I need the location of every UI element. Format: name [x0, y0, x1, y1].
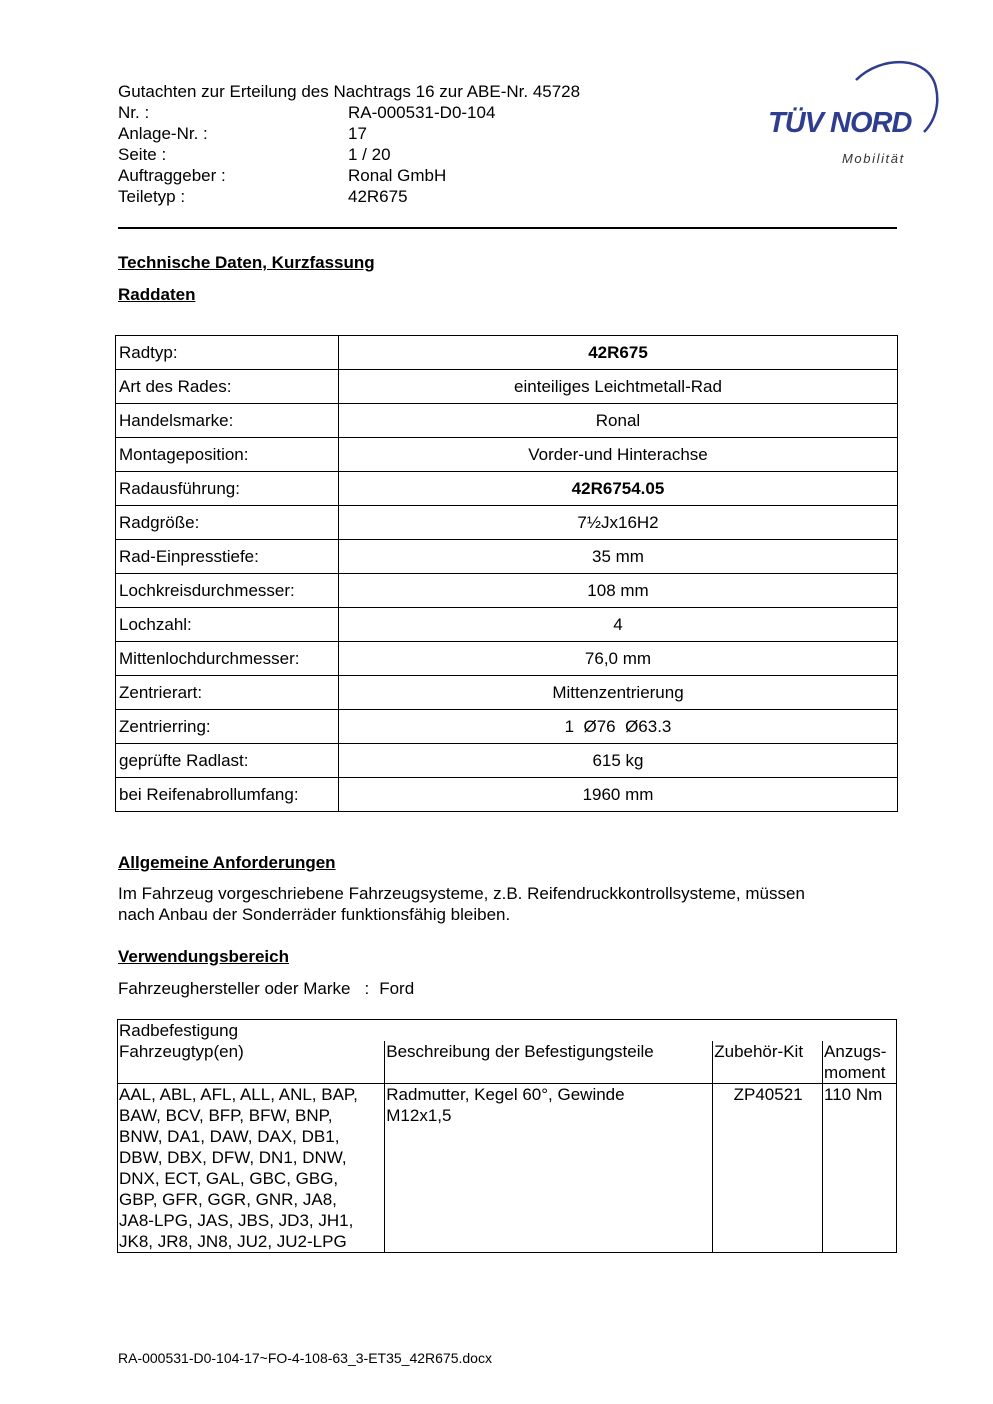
- table-title: Radbefestigung: [118, 1020, 897, 1042]
- vehicle-types-line: JA8-LPG, JAS, JBS, JD3, JH1,: [119, 1211, 354, 1230]
- header-torque-line-1: Anzugs-: [824, 1042, 887, 1061]
- table-row: [116, 778, 898, 812]
- table-header-row: [118, 1041, 897, 1084]
- vehicle-types-line: AAL, ABL, AFL, ALL, ANL, BAP,: [119, 1085, 358, 1104]
- table-row: [116, 472, 898, 506]
- vehicle-types-line: JK8, JR8, JN8, JU2, JU2-LPG: [119, 1232, 347, 1251]
- vehicle-types-line: DNX, ECT, GAL, GBC, GBG,: [119, 1169, 339, 1188]
- row-label: bei Reifenabrollumfang:: [116, 778, 339, 812]
- row-label: Radgröße:: [116, 506, 339, 540]
- field-label: Seite :: [118, 145, 167, 164]
- vehicle-types-cell: [118, 1084, 385, 1253]
- field-value: 42R675: [348, 187, 408, 206]
- row-label: Lochzahl:: [116, 608, 339, 642]
- row-label: Mittenlochdurchmesser:: [116, 642, 339, 676]
- report-title: Gutachten zur Erteilung des Nachtrags 16 zur ABE-Nr. 45728: [118, 82, 581, 101]
- vehicle-types-line: DBW, DBX, DFW, DN1, DNW,: [119, 1148, 347, 1167]
- footer-filename: RA-000531-D0-104-17~FO-4-108-63_3-ET35_42R675.docx: [118, 1350, 492, 1366]
- section-heading-usage: Verwendungsbereich: [118, 947, 289, 966]
- field-value: 17: [348, 124, 367, 143]
- vehicle-types-line: BAW, BCV, BFP, BFW, BNP,: [119, 1106, 333, 1125]
- general-text-line-1: Im Fahrzeug vorgeschriebene Fahrzeugsysteme, z.B. Reifendruckkontrollsysteme, müssen: [118, 884, 805, 903]
- row-value: Mittenzentrierung: [339, 676, 898, 710]
- field-value: Ronal GmbH: [348, 166, 447, 185]
- table-row: [116, 540, 898, 574]
- section-heading-tech: Technische Daten, Kurzfassung: [118, 253, 375, 272]
- row-value: 4: [339, 608, 898, 642]
- wheel-fastening-table: [117, 1019, 897, 1253]
- row-value: 42R6754.05: [339, 472, 898, 506]
- row-label: Handelsmarke:: [116, 404, 339, 438]
- section-heading-general: Allgemeine Anforderungen: [118, 853, 336, 872]
- tuv-nord-logo: [764, 58, 940, 170]
- header-divider: [118, 227, 897, 229]
- header-fields: [118, 102, 495, 207]
- table-row: [116, 438, 898, 472]
- row-value: einteiliges Leichtmetall-Rad: [339, 370, 898, 404]
- table-row: [116, 608, 898, 642]
- table-row: [116, 744, 898, 778]
- row-value: 1 Ø76 Ø63.3: [339, 710, 898, 744]
- description-cell: [385, 1084, 713, 1253]
- manufacturer-line: [118, 978, 898, 999]
- row-label: Lochkreisdurchmesser:: [116, 574, 339, 608]
- row-value: Ronal: [339, 404, 898, 438]
- header-field-anlage: [118, 123, 495, 144]
- row-value: 1960 mm: [339, 778, 898, 812]
- field-value: RA-000531-D0-104: [348, 103, 496, 122]
- field-value: 1 / 20: [348, 145, 391, 164]
- table-row: [116, 676, 898, 710]
- header-field-auftraggeber: [118, 165, 495, 186]
- row-label: Art des Rades:: [116, 370, 339, 404]
- row-label: Rad-Einpresstiefe:: [116, 540, 339, 574]
- row-label: Radausführung:: [116, 472, 339, 506]
- row-value: 7½Jx16H2: [339, 506, 898, 540]
- header-field-seite: [118, 144, 495, 165]
- header-description: Beschreibung der Befestigungsteile: [385, 1041, 713, 1084]
- table-row: [116, 404, 898, 438]
- vehicle-types-line: BNW, DA1, DAW, DAX, DB1,: [119, 1127, 340, 1146]
- table-row: [116, 506, 898, 540]
- header-torque: [823, 1041, 897, 1084]
- table-row: [116, 574, 898, 608]
- row-value: 76,0 mm: [339, 642, 898, 676]
- table-row: [118, 1084, 897, 1253]
- field-label: Anlage-Nr. :: [118, 124, 208, 143]
- field-label: Auftraggeber :: [118, 166, 226, 185]
- header-accessory-kit: Zubehör-Kit: [713, 1041, 823, 1084]
- row-value: Vorder-und Hinterachse: [339, 438, 898, 472]
- table-row: [116, 370, 898, 404]
- table-row: [116, 336, 898, 370]
- header-field-nr: [118, 102, 495, 123]
- logo-subtitle: Mobilität: [842, 151, 905, 166]
- row-label: Zentrierart:: [116, 676, 339, 710]
- table-row: [116, 642, 898, 676]
- section-heading-wheel: Raddaten: [118, 285, 196, 304]
- field-label: Teiletyp :: [118, 187, 186, 206]
- manufacturer-label: Fahrzeughersteller oder Marke: [118, 979, 351, 998]
- accessory-kit-cell: ZP40521: [713, 1084, 823, 1253]
- manufacturer-separator: :: [364, 979, 370, 998]
- description-line: Radmutter, Kegel 60°, Gewinde: [386, 1085, 625, 1104]
- row-label: Zentrierring:: [116, 710, 339, 744]
- row-value: 35 mm: [339, 540, 898, 574]
- row-value: 615 kg: [339, 744, 898, 778]
- table-row: [116, 710, 898, 744]
- table-title-row: [118, 1020, 897, 1042]
- description-line: M12x1,5: [386, 1106, 452, 1125]
- field-label: Nr. :: [118, 103, 150, 122]
- vehicle-types-line: GBP, GFR, GGR, GNR, JA8,: [119, 1190, 337, 1209]
- row-value: 108 mm: [339, 574, 898, 608]
- header-field-teiletyp: [118, 186, 495, 207]
- header-torque-line-2: moment: [824, 1063, 886, 1082]
- wheel-data-table: [115, 335, 898, 812]
- manufacturer-value: Ford: [379, 979, 415, 998]
- header-vehicle-types: Fahrzeugtyp(en): [118, 1041, 385, 1084]
- logo-brand: TÜV NORD: [768, 107, 912, 139]
- row-label: Montageposition:: [116, 438, 339, 472]
- row-label: geprüfte Radlast:: [116, 744, 339, 778]
- row-value: 42R675: [339, 336, 898, 370]
- torque-cell: 110 Nm: [823, 1084, 897, 1253]
- general-text-line-2: nach Anbau der Sonderräder funktionsfähig bleiben.: [118, 905, 511, 924]
- row-label: Radtyp:: [116, 336, 339, 370]
